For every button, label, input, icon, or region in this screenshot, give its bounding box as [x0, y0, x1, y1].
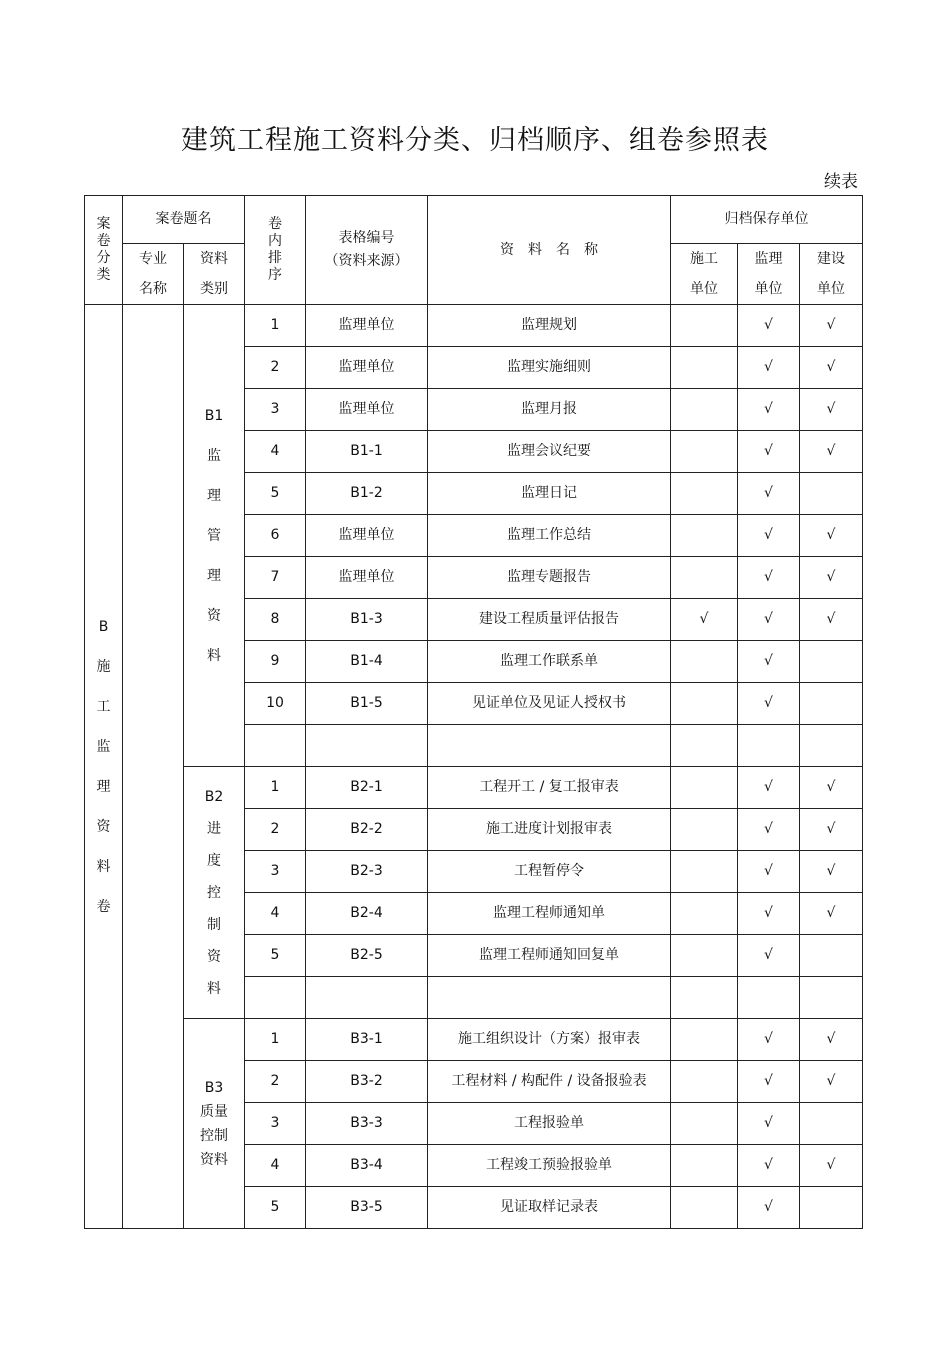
- material-name: 见证取样记录表: [428, 1187, 671, 1229]
- form-code: B2-1: [306, 767, 428, 809]
- order-number: 2: [245, 1061, 306, 1103]
- check-construction: [671, 515, 738, 557]
- header-material-name: 资 料 名 称: [428, 196, 671, 305]
- check-owner: [800, 1103, 863, 1145]
- check-supervision: [738, 725, 800, 767]
- check-supervision: √: [738, 935, 800, 977]
- check-construction: [671, 305, 738, 347]
- check-owner: √: [800, 1019, 863, 1061]
- material-name: 监理规划: [428, 305, 671, 347]
- group-label-3: B3 质量 控制 资料: [184, 1019, 245, 1229]
- specialty-cell: [123, 305, 184, 1229]
- form-code: B3-3: [306, 1103, 428, 1145]
- material-name: 工程暂停令: [428, 851, 671, 893]
- check-construction: [671, 389, 738, 431]
- material-name: 施工进度计划报审表: [428, 809, 671, 851]
- check-owner: √: [800, 809, 863, 851]
- group-label-2: B2 进 度 控 制 资 料: [184, 767, 245, 1019]
- check-owner: √: [800, 767, 863, 809]
- order-number: 2: [245, 809, 306, 851]
- material-name: 监理日记: [428, 473, 671, 515]
- header-material-type: 资料 类别: [184, 244, 245, 305]
- material-name: 施工组织设计（方案）报审表: [428, 1019, 671, 1061]
- order-number: 1: [245, 1019, 306, 1061]
- check-supervision: √: [738, 431, 800, 473]
- order-number: 5: [245, 473, 306, 515]
- material-name: 工程开工 / 复工报审表: [428, 767, 671, 809]
- check-supervision: √: [738, 473, 800, 515]
- check-construction: [671, 1145, 738, 1187]
- check-supervision: √: [738, 851, 800, 893]
- form-code: [306, 725, 428, 767]
- form-code: 监理单位: [306, 347, 428, 389]
- form-code: B1-4: [306, 641, 428, 683]
- check-construction: [671, 767, 738, 809]
- check-supervision: √: [738, 1019, 800, 1061]
- header-form-code: 表格编号 （资料来源）: [306, 196, 428, 305]
- check-supervision: √: [738, 641, 800, 683]
- order-number: 6: [245, 515, 306, 557]
- header-row-1: [85, 196, 863, 244]
- check-construction: [671, 977, 738, 1019]
- check-construction: [671, 641, 738, 683]
- material-name: 监理会议纪要: [428, 431, 671, 473]
- material-name: 监理工作联系单: [428, 641, 671, 683]
- check-construction: [671, 1187, 738, 1229]
- category-label: B 施 工 监 理 资 料 卷: [85, 305, 123, 1229]
- check-owner: √: [800, 347, 863, 389]
- order-number: 8: [245, 599, 306, 641]
- check-supervision: √: [738, 557, 800, 599]
- continued-label: 续表: [824, 172, 858, 192]
- form-code: B3-2: [306, 1061, 428, 1103]
- check-owner: [800, 683, 863, 725]
- material-name: 见证单位及见证人授权书: [428, 683, 671, 725]
- order-number: 3: [245, 851, 306, 893]
- check-construction: [671, 683, 738, 725]
- material-name: 工程材料 / 构配件 / 设备报验表: [428, 1061, 671, 1103]
- form-code: B1-5: [306, 683, 428, 725]
- check-supervision: √: [738, 893, 800, 935]
- check-owner: [800, 935, 863, 977]
- check-owner: √: [800, 515, 863, 557]
- order-number: 1: [245, 305, 306, 347]
- check-supervision: √: [738, 767, 800, 809]
- form-code: B3-4: [306, 1145, 428, 1187]
- check-owner: √: [800, 305, 863, 347]
- order-number: [245, 977, 306, 1019]
- order-number: 1: [245, 767, 306, 809]
- material-name: 监理工作总结: [428, 515, 671, 557]
- check-supervision: √: [738, 515, 800, 557]
- order-number: 3: [245, 389, 306, 431]
- check-owner: √: [800, 1145, 863, 1187]
- page-title: 建筑工程施工资料分类、归档顺序、组卷参照表: [181, 125, 769, 156]
- check-construction: [671, 1019, 738, 1061]
- check-owner: √: [800, 431, 863, 473]
- form-code: 监理单位: [306, 389, 428, 431]
- check-owner: √: [800, 557, 863, 599]
- check-construction: [671, 809, 738, 851]
- table-row: [85, 305, 863, 347]
- order-number: 4: [245, 893, 306, 935]
- check-supervision: √: [738, 1187, 800, 1229]
- form-code: B2-2: [306, 809, 428, 851]
- table-body: [85, 196, 863, 1229]
- check-supervision: √: [738, 1103, 800, 1145]
- form-code: B3-5: [306, 1187, 428, 1229]
- material-name: [428, 977, 671, 1019]
- material-name: 监理工程师通知单: [428, 893, 671, 935]
- material-name: 监理月报: [428, 389, 671, 431]
- check-owner: √: [800, 893, 863, 935]
- check-construction: [671, 431, 738, 473]
- check-construction: [671, 893, 738, 935]
- form-code: B2-3: [306, 851, 428, 893]
- form-code: 监理单位: [306, 515, 428, 557]
- material-name: [428, 725, 671, 767]
- check-construction: [671, 1061, 738, 1103]
- check-supervision: √: [738, 347, 800, 389]
- check-owner: [800, 725, 863, 767]
- header-archive-units: 归档保存单位: [671, 196, 863, 244]
- check-owner: √: [800, 599, 863, 641]
- header-volume-title: 案卷题名: [123, 196, 245, 244]
- table-row: [85, 767, 863, 809]
- check-owner: [800, 977, 863, 1019]
- check-construction: √: [671, 599, 738, 641]
- form-code: 监理单位: [306, 305, 428, 347]
- check-supervision: √: [738, 1145, 800, 1187]
- material-name: 监理工程师通知回复单: [428, 935, 671, 977]
- material-name: 工程报验单: [428, 1103, 671, 1145]
- header-unit-owner: 建设 单位: [800, 244, 863, 305]
- order-number: 4: [245, 431, 306, 473]
- order-number: 3: [245, 1103, 306, 1145]
- check-supervision: [738, 977, 800, 1019]
- order-number: 9: [245, 641, 306, 683]
- check-construction: [671, 557, 738, 599]
- header-category: 案 卷 分 类: [85, 196, 123, 305]
- table-row: [85, 1019, 863, 1061]
- check-owner: [800, 641, 863, 683]
- material-name: 工程竣工预验报验单: [428, 1145, 671, 1187]
- form-code: B2-4: [306, 893, 428, 935]
- form-code: B2-5: [306, 935, 428, 977]
- order-number: 4: [245, 1145, 306, 1187]
- check-construction: [671, 725, 738, 767]
- check-supervision: √: [738, 683, 800, 725]
- check-owner: √: [800, 389, 863, 431]
- check-construction: [671, 851, 738, 893]
- check-supervision: √: [738, 389, 800, 431]
- form-code: B3-1: [306, 1019, 428, 1061]
- material-name: 建设工程质量评估报告: [428, 599, 671, 641]
- form-code: B1-2: [306, 473, 428, 515]
- check-supervision: √: [738, 809, 800, 851]
- check-owner: [800, 1187, 863, 1229]
- form-code: [306, 977, 428, 1019]
- form-code: B1-1: [306, 431, 428, 473]
- check-construction: [671, 935, 738, 977]
- header-specialty: 专业 名称: [123, 244, 184, 305]
- form-code: B1-3: [306, 599, 428, 641]
- archive-reference-table: [84, 195, 863, 1229]
- check-owner: √: [800, 1061, 863, 1103]
- order-number: 2: [245, 347, 306, 389]
- check-construction: [671, 347, 738, 389]
- check-construction: [671, 473, 738, 515]
- order-number: 5: [245, 935, 306, 977]
- check-supervision: √: [738, 1061, 800, 1103]
- material-name: 监理专题报告: [428, 557, 671, 599]
- check-construction: [671, 1103, 738, 1145]
- form-code: 监理单位: [306, 557, 428, 599]
- check-owner: √: [800, 851, 863, 893]
- order-number: 7: [245, 557, 306, 599]
- order-number: [245, 725, 306, 767]
- check-owner: [800, 473, 863, 515]
- header-unit-construction: 施工 单位: [671, 244, 738, 305]
- check-supervision: √: [738, 599, 800, 641]
- header-order: 卷 内 排 序: [245, 196, 306, 305]
- check-supervision: √: [738, 305, 800, 347]
- material-name: 监理实施细则: [428, 347, 671, 389]
- order-number: 10: [245, 683, 306, 725]
- order-number: 5: [245, 1187, 306, 1229]
- header-unit-supervision: 监理 单位: [738, 244, 800, 305]
- group-label-1: B1 监 理 管 理 资 料: [184, 305, 245, 767]
